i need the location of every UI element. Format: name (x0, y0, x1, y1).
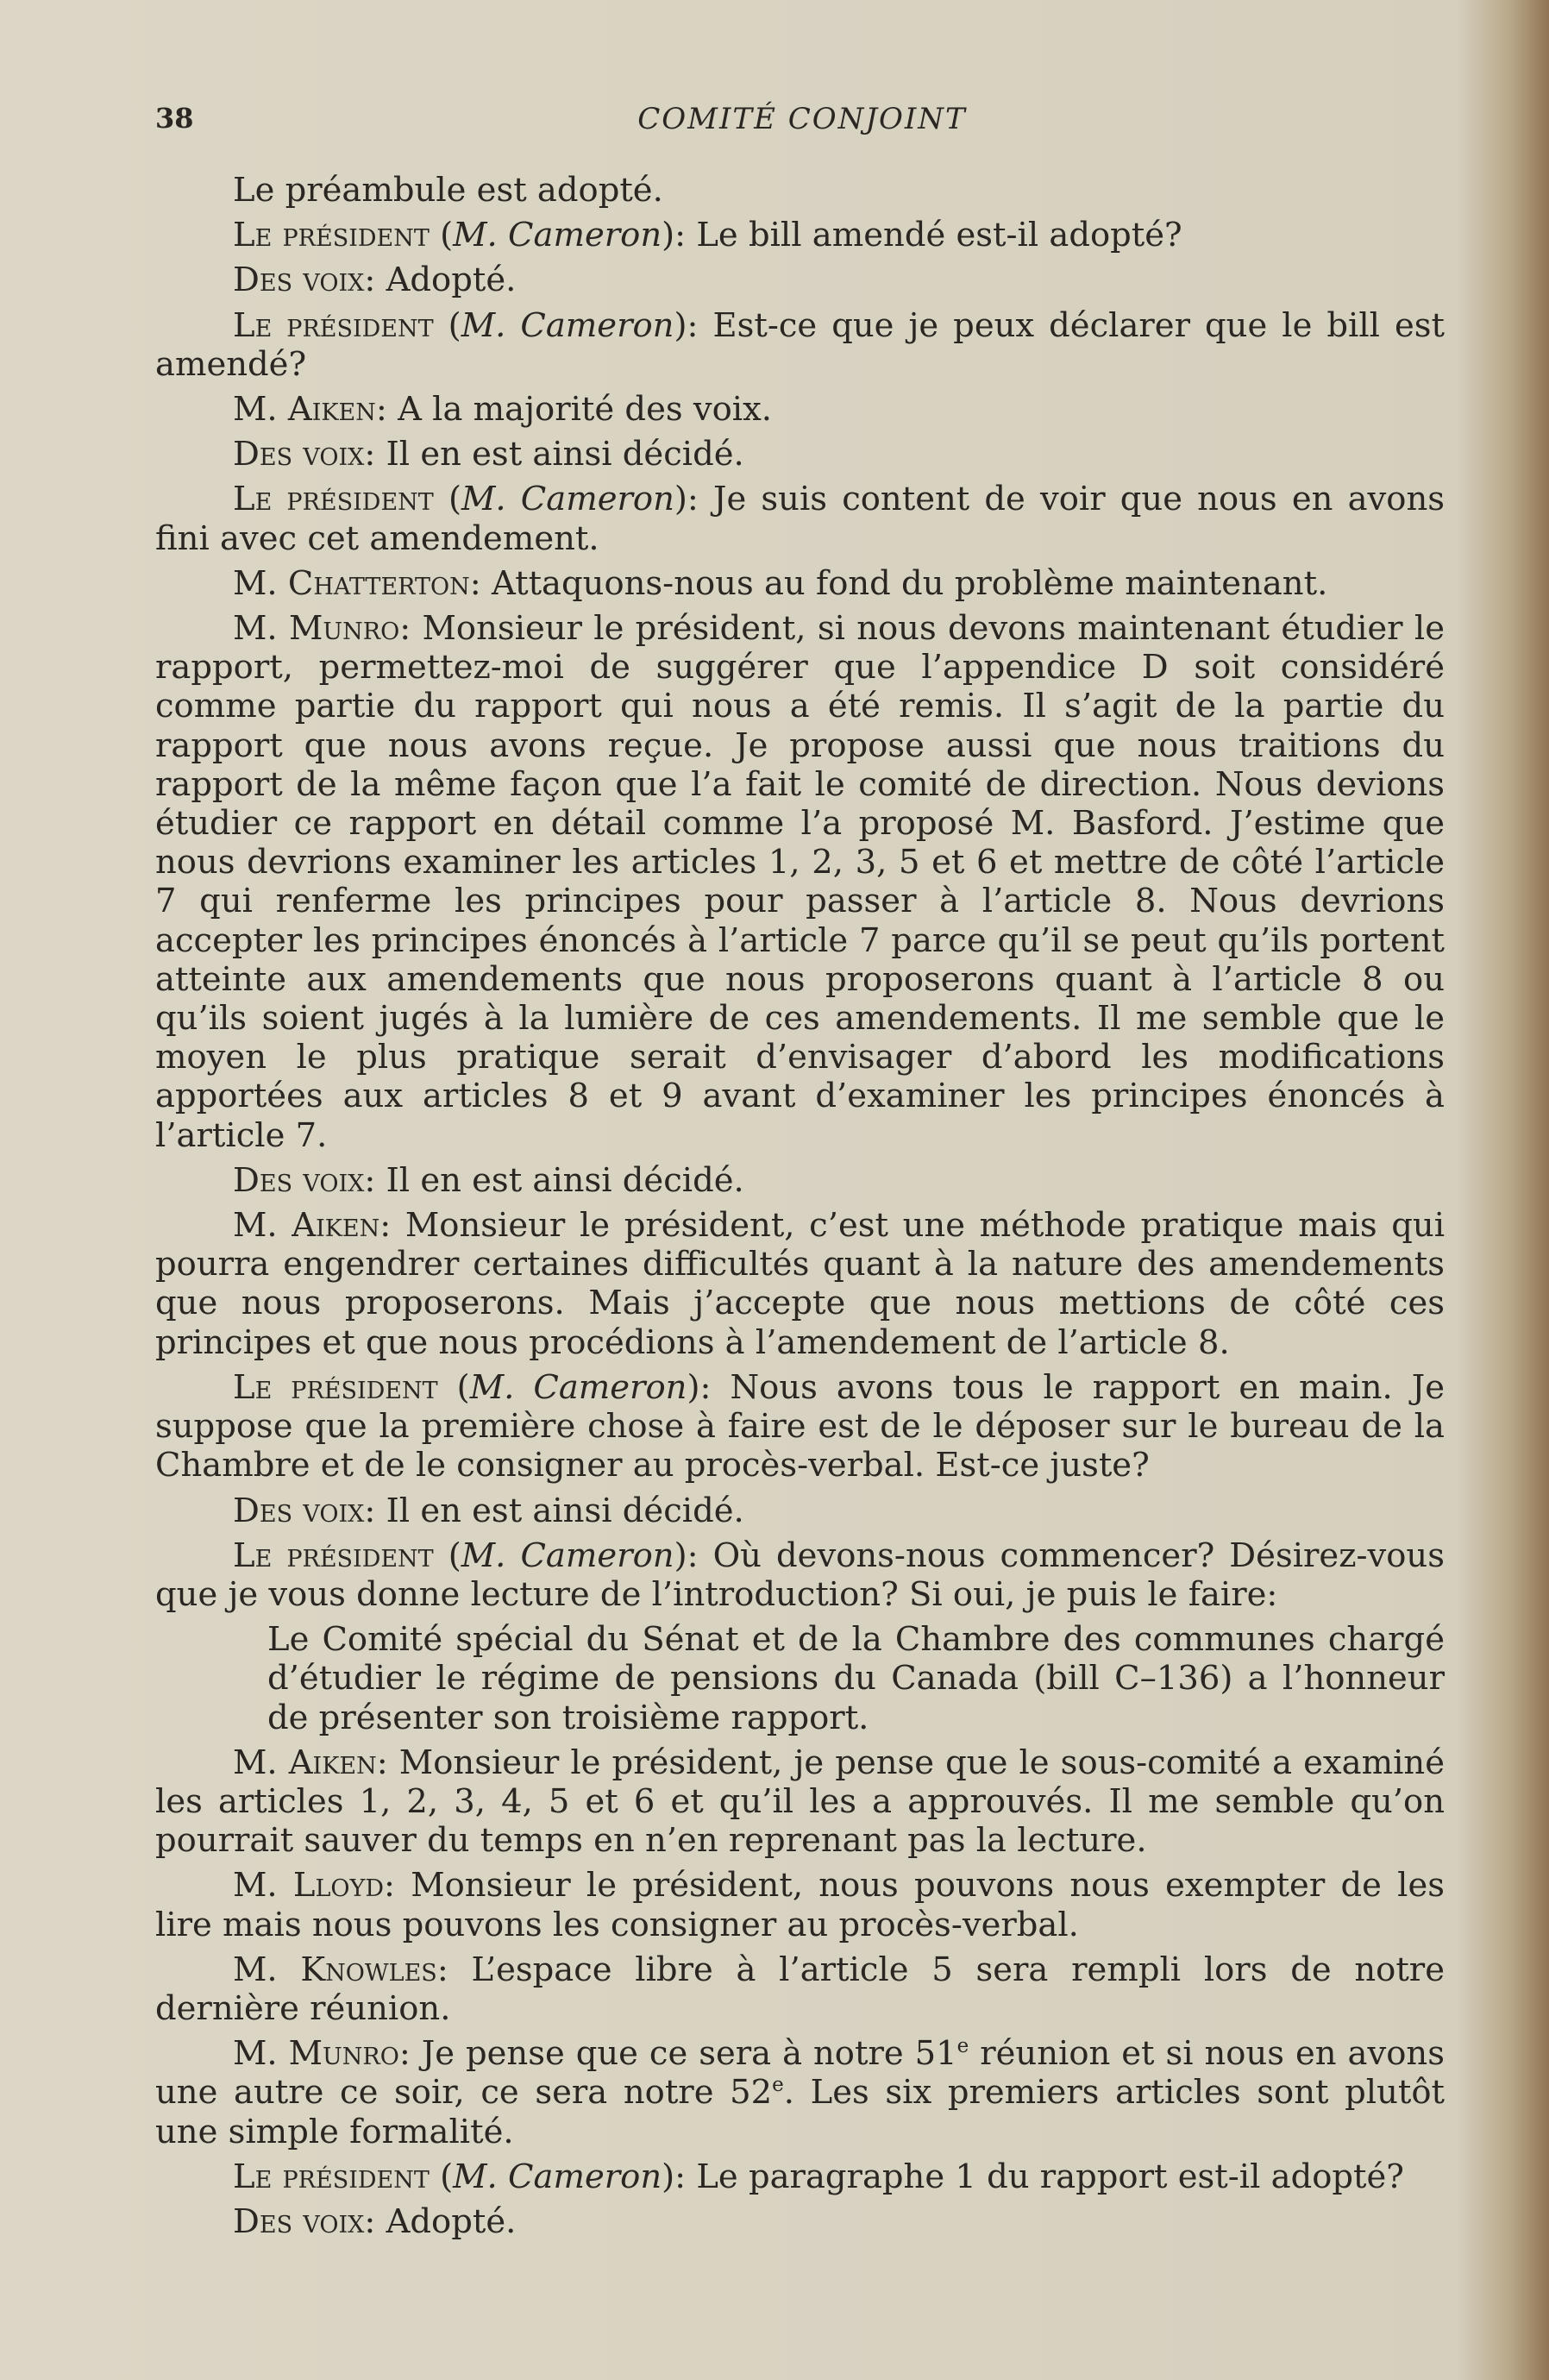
paragraph-12: Des voix: Il en est ainsi décidé. (233, 1491, 744, 1530)
speaker-aside: M. Cameron (461, 480, 674, 519)
speaker-name: Des voix (233, 2201, 365, 2241)
paragraph-17: M. Knowles: L’espace libre à l’article 5 sera rempli lors de notre dernière réunion. (155, 1950, 1445, 2028)
running-title: COMITÉ CONJOINT (637, 102, 967, 136)
speaker-name: Des voix (233, 261, 365, 300)
speaker-name: M. Aiken (233, 1206, 380, 1246)
speaker-name: Le président (233, 1367, 438, 1407)
paragraph-5: Des voix: Il en est ainsi décidé. (233, 435, 744, 474)
page-body (155, 171, 1445, 2247)
speaker-name: Des voix (233, 1491, 365, 1530)
speaker-name: M. Aiken (233, 1743, 377, 1782)
speaker-name: Des voix (233, 1160, 365, 1200)
paragraph-4: M. Aiken: A la majorité des voix. (233, 390, 773, 430)
speaker-aside: M. Cameron (453, 216, 662, 255)
speaker-name: M. Aiken (233, 390, 376, 430)
paragraph-0: Le préambule est adopté. (233, 171, 663, 210)
speaker-name: Le président (233, 1535, 434, 1575)
speaker-name: M. Munro (233, 2034, 399, 2074)
paragraph-16: M. Lloyd: Monsieur le président, nous pouvons nous exempter de les lire mais nous pouvons les consigner au procès-verbal. (155, 1866, 1445, 1944)
speaker-name: M. Chatterton (233, 563, 470, 603)
paragraph-20: Des voix: Adopté. (233, 2201, 517, 2241)
quoted-introduction: Le Comité spécial du Sénat et de la Chambre des communes chargé d’étudier le régime de pensions du Canada (bill C–136) a l’honneur de présenter son troisième rapport. (267, 1620, 1445, 1737)
speaker-name: Des voix (233, 435, 365, 474)
speaker-name: M. Munro (233, 609, 400, 649)
paragraph-18: M. Munro: Je pense que ce sera à notre 51e réunion et si nous en avons une autre ce soir, ce sera notre 52e. Les six premiers articles sont plutôt une simple formalité. (155, 2034, 1445, 2151)
speaker-name: M. Knowles (233, 1950, 437, 1989)
paragraph-8: M. Munro: Monsieur le président, si nous devons maintenant étudier le rapport, permettez-moi de suggérer que l’appendice D soit considéré comme partie du rapport qui nous a été remis. Il s’agit de la partie du rapport que nous avons reçue. Je propose aussi que nous traitions du rapport de la même façon que l’a fait le comité de direction. Nous devions étudier ce rapport en détail comme l’a proposé M. Basford. J’estime que nous devrions examiner les articles 1, 2, 3, 5 et 6 et mettre de côté l’article 7 qui renferme les principes pour passer à l’article 8. Nous devrions accepter les principes énoncés à l’article 7 parce qu’il se peut qu’ils portent atteinte aux amendements que nous proposerons quant à l’article 8 ou qu’ils soient jugés à la lumière de ces amendements. Il me semble que le moyen le plus pratique serait d’envisager d’abord les modifications apportées aux articles 8 et 9 avant d’examiner les principes énoncés à l’article 7. (155, 609, 1445, 1155)
speaker-aside: M. Cameron (453, 2157, 662, 2196)
speaker-name: Le président (233, 216, 430, 255)
paragraph-11: Le président (M. Cameron): Nous avons tous le rapport en main. Je suppose que la première chose à faire est de le déposer sur le bureau de la Chambre et de le consigner au procès-verbal. Est-ce juste? (155, 1367, 1446, 1485)
page-number: 38 (155, 102, 194, 135)
paragraph-10: M. Aiken: Monsieur le président, c’est une méthode pratique mais qui pourra engendrer certaines difficultés quant à la nature des amendements que nous proposerons. Mais j’accepte que nous mettions de côté ces principes et que nous procédions à l’amendement de l’article 8. (155, 1206, 1446, 1362)
speaker-name: Le président (233, 305, 434, 345)
paragraph-9: Des voix: Il en est ainsi décidé. (233, 1160, 744, 1200)
speaker-aside: M. Cameron (461, 305, 674, 345)
paragraph-2: Des voix: Adopté. (233, 261, 517, 300)
speaker-name: Le président (233, 480, 434, 519)
paragraph-3: Le président (M. Cameron): Est-ce que je peux déclarer que le bill est amendé? (155, 305, 1445, 384)
paragraph-1: Le président (M. Cameron): Le bill amendé est-il adopté? (233, 216, 1182, 255)
paragraph-15: M. Aiken: Monsieur le président, je pense que le sous-comité a examiné les articles 1, 2, 3, 4, 5 et 6 et qu’il les a approuvés. Il me semble qu’on pourrait sauver du temps en n’en reprenant pas la lecture. (155, 1743, 1445, 1861)
speaker-aside: M. Cameron (461, 1535, 674, 1575)
speaker-name: Le président (233, 2157, 430, 2196)
page-header (155, 102, 1449, 145)
paragraph-19: Le président (M. Cameron): Le paragraphe 1 du rapport est-il adopté? (233, 2157, 1404, 2196)
paragraph-6: Le président (M. Cameron): Je suis content de voir que nous en avons fini avec cet amendement. (155, 480, 1446, 558)
paragraph-13: Le président (M. Cameron): Où devons-nous commencer? Désirez-vous que je vous donne lecture de l’introduction? Si oui, je puis le faire: (155, 1535, 1445, 1614)
speaker-aside: M. Cameron (469, 1367, 687, 1407)
speaker-name: M. Lloyd (233, 1866, 384, 1906)
paragraph-7: M. Chatterton: Attaquons-nous au fond du problème maintenant. (233, 563, 1328, 603)
